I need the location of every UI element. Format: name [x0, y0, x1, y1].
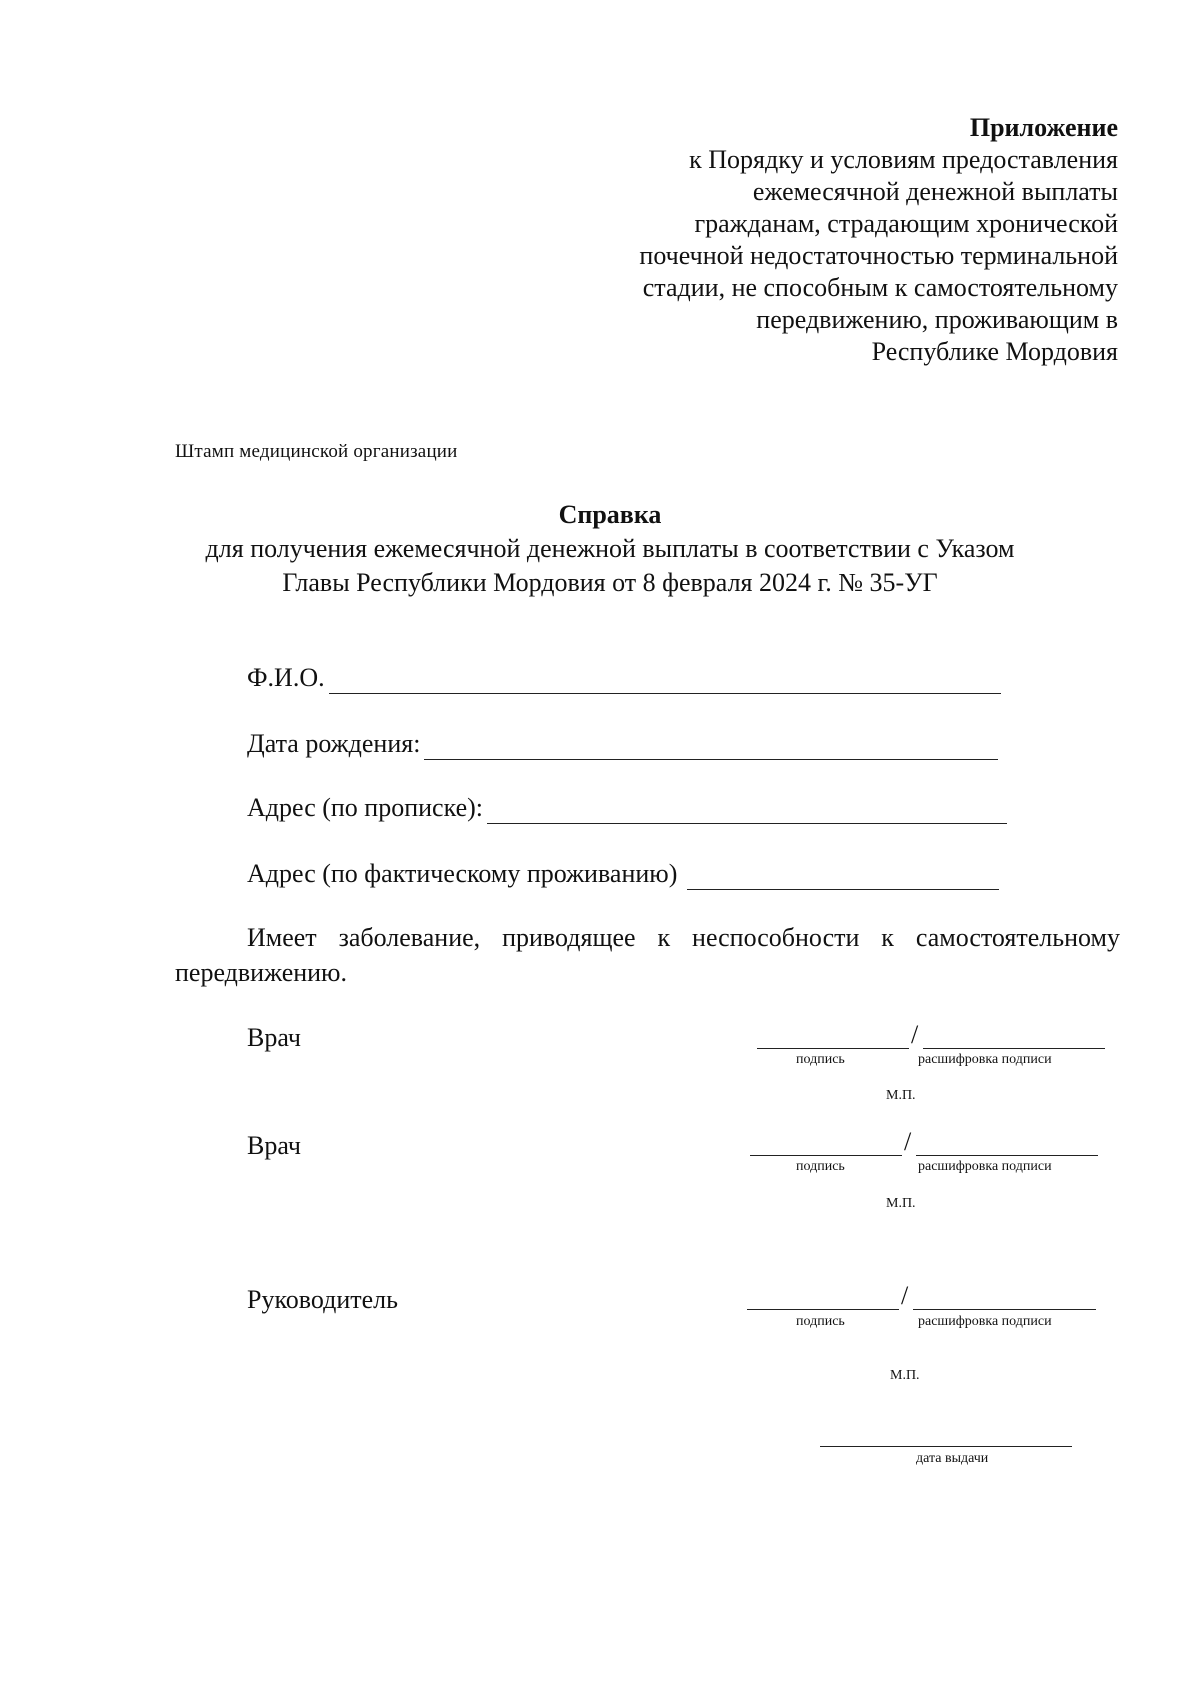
appendix-line: гражданам, страдающим хронической — [694, 209, 1118, 238]
registration-address-input-line[interactable] — [487, 799, 1007, 824]
appendix-line: к Порядку и условиям предоставления — [689, 145, 1118, 174]
registration-address-label: Адрес (по прописке): — [247, 793, 483, 822]
document-subtitle-line: Главы Республики Мордовия от 8 февраля 2024 г. № 35-УГ — [282, 568, 938, 597]
appendix-line: почечной недостаточностью терминальной — [639, 241, 1118, 270]
signature-caption: подпись — [796, 1314, 845, 1329]
decoding-caption: расшифровка подписи — [918, 1159, 1052, 1174]
issue-date-caption: дата выдачи — [916, 1451, 989, 1466]
seal-mark: М.П. — [890, 1368, 920, 1383]
appendix-header — [558, 112, 1118, 368]
diagnosis-statement: Имеет заболевание, приводящее к неспособности к самостоятельному передвижению. — [175, 923, 1120, 987]
birth-date-field — [247, 728, 998, 760]
signature-separator: / — [904, 1127, 912, 1156]
birth-date-input-line[interactable] — [424, 735, 998, 760]
appendix-line: стадии, не способным к самостоятельному — [642, 273, 1118, 302]
appendix-line: ежемесячной денежной выплаты — [752, 177, 1118, 206]
seal-mark: М.П. — [886, 1196, 916, 1211]
signer-role-doctor-2: Врач — [247, 1131, 301, 1160]
issue-date-line[interactable] — [820, 1446, 1072, 1447]
signature-decoding-line[interactable] — [916, 1155, 1098, 1156]
signature-decoding-line[interactable] — [913, 1309, 1096, 1310]
registration-address-field — [247, 792, 1007, 824]
signature-separator: / — [911, 1020, 919, 1049]
signer-role-head: Руководитель — [247, 1285, 398, 1314]
actual-address-input-line[interactable] — [687, 865, 999, 890]
signer-role-doctor-1: Врач — [247, 1023, 301, 1052]
actual-address-label: Адрес (по фактическому проживанию) — [247, 859, 678, 888]
fio-field — [247, 662, 1001, 694]
seal-mark: М.П. — [886, 1088, 916, 1103]
document-subtitle-line: для получения ежемесячной денежной выплаты в соответствии с Указом — [205, 534, 1015, 563]
appendix-line: передвижению, проживающим в — [756, 305, 1118, 334]
signature-line[interactable] — [757, 1048, 909, 1049]
fio-input-line[interactable] — [329, 669, 1001, 694]
stamp-label: Штамп медицинской организации — [175, 441, 458, 462]
decoding-caption: расшифровка подписи — [918, 1052, 1052, 1067]
signature-line[interactable] — [747, 1309, 899, 1310]
document-title: Справка — [558, 500, 662, 529]
document-title-block — [150, 498, 1070, 600]
appendix-line: Республике Мордовия — [871, 337, 1118, 366]
signature-caption: подпись — [796, 1052, 845, 1067]
birth-date-label: Дата рождения: — [247, 729, 421, 758]
actual-address-field — [247, 858, 999, 890]
signature-decoding-line[interactable] — [923, 1048, 1105, 1049]
fio-label: Ф.И.О. — [247, 663, 325, 692]
decoding-caption: расшифровка подписи — [918, 1314, 1052, 1329]
signature-line[interactable] — [750, 1155, 902, 1156]
signature-caption: подпись — [796, 1159, 845, 1174]
signature-separator: / — [901, 1281, 909, 1310]
appendix-title: Приложение — [969, 113, 1118, 142]
